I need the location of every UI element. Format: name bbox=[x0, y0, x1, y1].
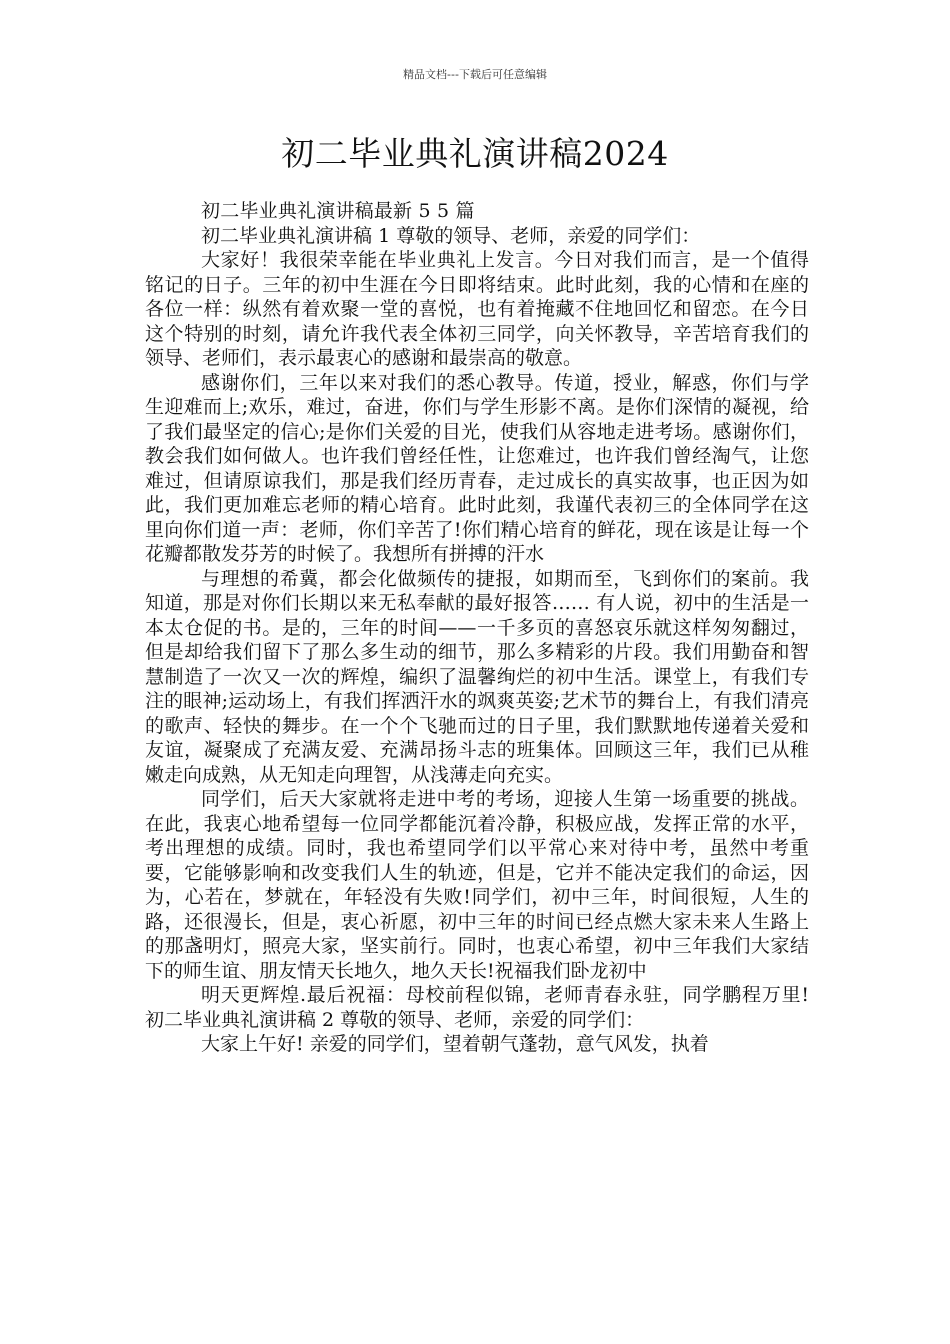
header-note: 精品文档---下载后可任意编辑 bbox=[403, 68, 547, 81]
document-title: 初二毕业典礼演讲稿2024 bbox=[281, 134, 669, 173]
subtitle-line: 初二毕业典礼演讲稿最新 5 5 篇 bbox=[201, 200, 475, 222]
body-paragraph: 同学们，后天大家就将走进中考的考场，迎接人生第一场重要的挑战。在此，我衷心地希望每一位同学都能沉着冷静，积极应战，发挥正常的水平，考出理想的成绩。同时，我也希望同学们以平常心来对待中考，虽然中考重要，它能够影响和改变我们人生的轨迹，但是，它并不能决定我们的命运，因为，心若在，梦就在，年轻没有失败!同学们，初中三年，时间很短，人生的路，还很漫长，但是，衷心祈愿，初中三年的时间已经点燃大家未来人生路上的那盏明灯，照亮大家，坚实前行。同时，也衷心希望，初中三年我们大家结下的师生谊、朋友情天长地久，地久天长!祝福我们卧龙初中 bbox=[145, 788, 809, 982]
body-paragraph: 大家上午好! 亲爱的同学们，望着朝气蓬勃，意气风发，执着 bbox=[201, 1033, 709, 1055]
body-paragraph: 明天更辉煌.最后祝福：母校前程似锦，老师青春永驻，同学鹏程万里! 初二毕业典礼演讲稿 2 尊敬的领导、老师，亲爱的同学们： bbox=[145, 984, 809, 1031]
body-paragraph: 大家好！我很荣幸能在毕业典礼上发言。今日对我们而言，是一个值得铭记的日子。三年的初中生涯在今日即将结束。此时此刻，我的心情和在座的各位一样：纵然有着欢聚一堂的喜悦，也有着掩藏不住地回忆和留恋。在今日这个特别的时刻，请允许我代表全体初三同学，向关怀教导，辛苦培育我们的领导、老师们，表示最衷心的感谢和最崇高的敬意。 bbox=[145, 249, 809, 369]
body-paragraph: 感谢你们，三年以来对我们的悉心教导。传道，授业，解惑，你们与学生迎难而上;欢乐，难过，奋进，你们与学生形影不离。是你们深情的凝视，给了我们最坚定的信心;是你们关爱的目光，使我们从容地走进考场。感谢你们，教会我们如何做人。也许我们曾经任性，让您难过，也许我们曾经淘气，让您难过，但请原谅我们，那是我们经历青春，走过成长的真实故事，也正因为如此，我们更加难忘老师的精心培育。此时此刻，我谨代表初三的全体同学在这里向你们道一声：老师，你们辛苦了!你们精心培育的鲜花，现在该是让每一个花瓣都散发芬芳的时候了。我想所有拼搏的汗水 bbox=[145, 371, 809, 565]
body-paragraph: 与理想的希冀，都会化做频传的捷报，如期而至，飞到你们的案前。我知道，那是对你们长期以来无私奉献的最好报答…… 有人说，初中的生活是一本太仓促的书。是的，三年的时间——一千多页的喜怒哀乐就这样匆匆翻过，但是却给我们留下了那么多生动的细节，那么多精彩的片段。我们用勤奋和智慧制造了一次又一次的辉煌，编织了温馨绚烂的初中生活。课堂上，有我们专注的眼神;运动场上，有我们挥洒汗水的飒爽英姿;艺术节的舞台上，有我们清亮的歌声、轻快的舞步。在一个个飞驰而过的日子里，我们默默地传递着关爱和友谊，凝聚成了充满友爱、充满昂扬斗志的班集体。回顾这三年，我们已从稚嫩走向成熟，从无知走向理智，从浅薄走向充实。 bbox=[145, 567, 809, 786]
speech-heading-1: 初二毕业典礼演讲稿 1 尊敬的领导、老师，亲爱的同学们： bbox=[201, 224, 701, 247]
document-body bbox=[145, 199, 809, 1057]
